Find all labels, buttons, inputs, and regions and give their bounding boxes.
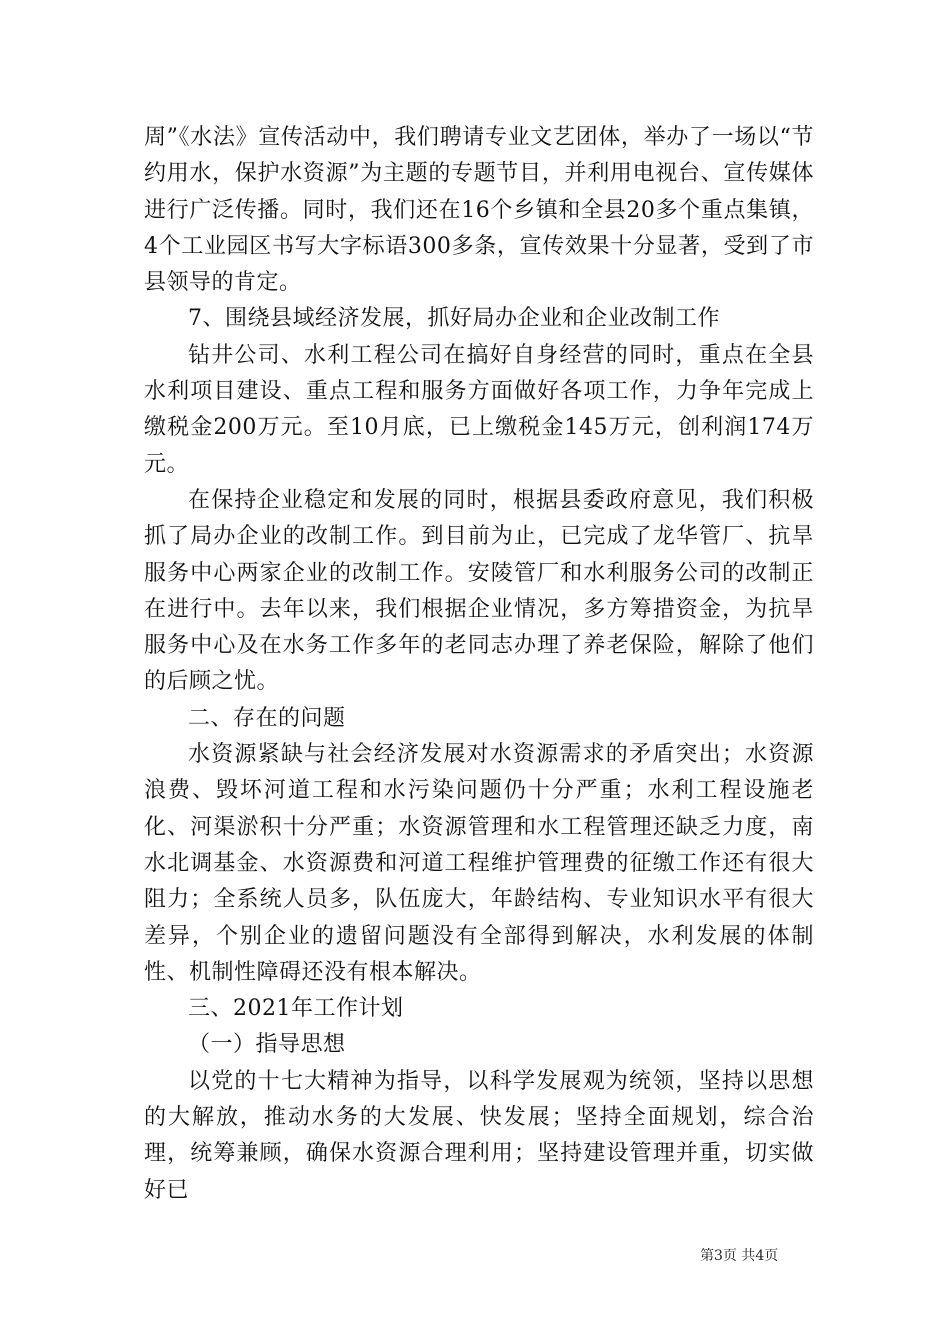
heading-item-7: 7、围绕县域经济发展，抓好局办企业和企业改制工作 — [188, 306, 720, 332]
heading-problems: 二、存在的问题 — [188, 705, 346, 731]
heading-guiding-ideology: （一）指导思想 — [188, 1032, 346, 1058]
paragraph-drilling-company: 钻井公司、水利工程公司在搞好自身经营的同时，重点在全县水利项目建设、重点工程和服务方面做好各项工作，力争年完成上缴税金200万元。至10月底，已上缴税金145万元，创利润174万元。 — [144, 342, 814, 477]
page-number-footer: 第3页 共4页 — [700, 1248, 779, 1264]
paragraph-continuation: 周”《水法》宣传活动中，我们聘请专业文艺团体，举办了一场以“节约用水，保护水资源”为主题的专题节目，并利用电视台、宣传媒体进行广泛传播。同时，我们还在16个乡镇和全县20多个重点集镇，4个工业园区书写大字标语300多条，宣传效果十分显著，受到了市县领导的肯定。 — [144, 125, 814, 296]
heading-work-plan: 三、2021年工作计划 — [188, 996, 404, 1022]
paragraph-enterprise-reform: 在保持企业稳定和发展的同时，根据县委政府意见，我们积极抓了局办企业的改制工作。到目前为止，已完成了龙华管厂、抗旱服务中心两家企业的改制工作。安陵管厂和水利服务公司的改制正在进行中。去年以来，我们根据企业情况，多方筹措资金，为抗旱服务中心及在水务工作多年的老同志办理了养老保险，解除了他们的后顾之忧。 — [144, 487, 814, 695]
document-body — [144, 120, 814, 1209]
paragraph-guiding-ideology: 以党的十七大精神为指导，以科学发展观为统领，坚持以思想的大解放，推动水务的大发展、快发展；坚持全面规划，综合治理，统筹兼顾，确保水资源合理利用；坚持建设管理并重，切实做好已 — [144, 1068, 814, 1203]
paragraph-problems: 水资源紧缺与社会经济发展对水资源需求的矛盾突出；水资源浪费、毁坏河道工程和水污染问题仍十分严重；水利工程设施老化、河渠淤积十分严重；水资源管理和水工程管理还缺乏力度，南水北调基金、水资源费和河道工程维护管理费的征缴工作还有很大阻力；全系统人员多，队伍庞大，年龄结构、专业知识水平有很大差异，个别企业的遗留问题没有全部得到解决，水利发展的体制性、机制性障碍还没有根本解决。 — [144, 742, 814, 985]
